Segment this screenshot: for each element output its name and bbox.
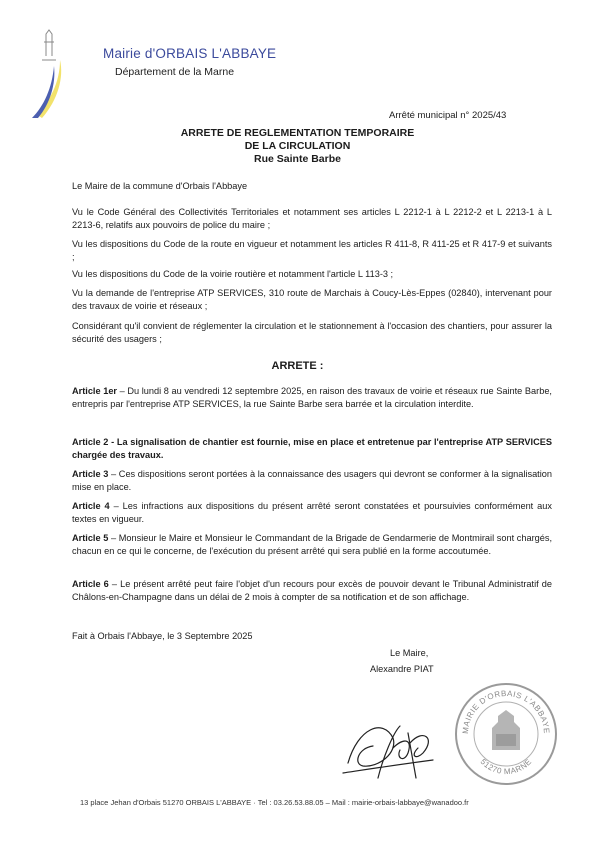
document-title-line-2: DE LA CIRCULATION: [244, 140, 351, 152]
preamble-vu-1: Vu le Code Général des Collectivités Territoriales et notamment ses articles L 2212-1 à L 2212-2 et L 2213-1 à L 2213-6, relatifs aux pouvoirs de police du maire ;: [72, 207, 552, 230]
article-4-label: Article 4: [72, 501, 110, 511]
footer-contact: 13 place Jehan d'Orbais 51270 ORBAIS L'ABBAYE · Tel : 03.26.53.88.05 – Mail : mairie-orbais-labbaye@wanadoo.fr: [80, 798, 469, 807]
article-6: [72, 578, 552, 604]
arrete-number: Arrêté municipal n° 2025/43: [389, 110, 507, 121]
svg-text:51270 MARNE: [479, 757, 534, 776]
preamble-vu-3: Vu les dispositions du Code de la voirie routière et notamment l'article L 113-3 ;: [72, 269, 394, 279]
article-3: [72, 468, 552, 494]
official-stamp: [452, 680, 560, 788]
handwritten-signature: [338, 708, 438, 783]
mairie-logo: [30, 22, 92, 118]
department-name: Département de la Marne: [115, 66, 235, 78]
signatory-name: Alexandre PIAT: [370, 664, 434, 674]
article-6-text: – Le présent arrêté peut faire l'objet d'un recours pour excès de pouvoir devant le Tribunal Administratif de Châlons-en-Champagne dans un délai de 2 mois à compter de sa notification et de son affichage.: [72, 579, 552, 602]
article-5-text: – Monsieur le Maire et Monsieur le Commandant de la Brigade de Gendarmerie de Montmirail sont chargés, chacun en ce qui le concerne, de l'exécution du présent arrêté qui sera publié en la forme accoutumée.: [72, 533, 552, 556]
mairie-name: Mairie d'ORBAIS L'ABBAYE: [103, 46, 277, 61]
article-1: [72, 385, 552, 411]
article-2: Article 2 - La signalisation de chantier est fournie, mise en place et entretenue par l'entreprise ATP SERVICES chargée des travaux.: [72, 437, 552, 460]
article-5: [72, 532, 552, 558]
article-3-label: Article 3: [72, 469, 109, 479]
stamp-bottom-text: 51270 MARNE: [478, 757, 534, 777]
stamp-top-text: MAIRIE D'ORBAIS L'ABBAYE: [460, 688, 552, 735]
document-title-line-1: ARRETE DE REGLEMENTATION TEMPORAIRE: [180, 127, 415, 139]
logo-swoosh-blue: [32, 66, 54, 118]
stamp-emblem-icon: [492, 710, 520, 750]
logo-bell-tower: [42, 30, 56, 60]
article-4-text: – Les infractions aux dispositions du présent arrêté seront constatées et poursuivies conformément aux textes en vigueur.: [72, 501, 552, 524]
article-5-label: Article 5: [72, 533, 109, 543]
preamble-considerant: Considérant qu'il convient de réglementer la circulation et le stationnement à l'occasion des chantiers, pour assurer la sécurité des usagers ;: [72, 321, 552, 344]
article-3-text: – Ces dispositions seront portées à la connaissance des usagers qui devront se conformer à la signalisation mise en place.: [72, 469, 552, 492]
fait-a-date: Fait à Orbais l'Abbaye, le 3 Septembre 2025: [72, 631, 253, 641]
article-1-label: Article 1er: [72, 386, 118, 396]
article-1-text: – Du lundi 8 au vendredi 12 septembre 2025, en raison des travaux de voirie et réseaux rue Sainte Barbe, entrepris par l'entreprise ATP SERVICES, la rue Sainte Barbe sera barrée et la circulation interdite.: [72, 386, 552, 409]
preamble-vu-4: Vu la demande de l'entreprise ATP SERVICES, 310 route de Marchais à Coucy-Lès-Eppes (02840), intervenant pour des travaux de voirie et réseaux ;: [72, 288, 552, 311]
article-6-label: Article 6: [72, 579, 109, 589]
preamble-intro: Le Maire de la commune d'Orbais l'Abbaye: [72, 181, 248, 191]
preamble-vu-2: Vu les dispositions du Code de la route en vigueur et notamment les articles R 411-8, R 411-25 et R 417-9 et suivants ;: [72, 239, 552, 262]
document-title-line-3: Rue Sainte Barbe: [254, 153, 341, 165]
article-4: [72, 500, 552, 526]
signatory-role: Le Maire,: [390, 648, 429, 658]
arrete-heading: ARRETE :: [271, 360, 324, 372]
